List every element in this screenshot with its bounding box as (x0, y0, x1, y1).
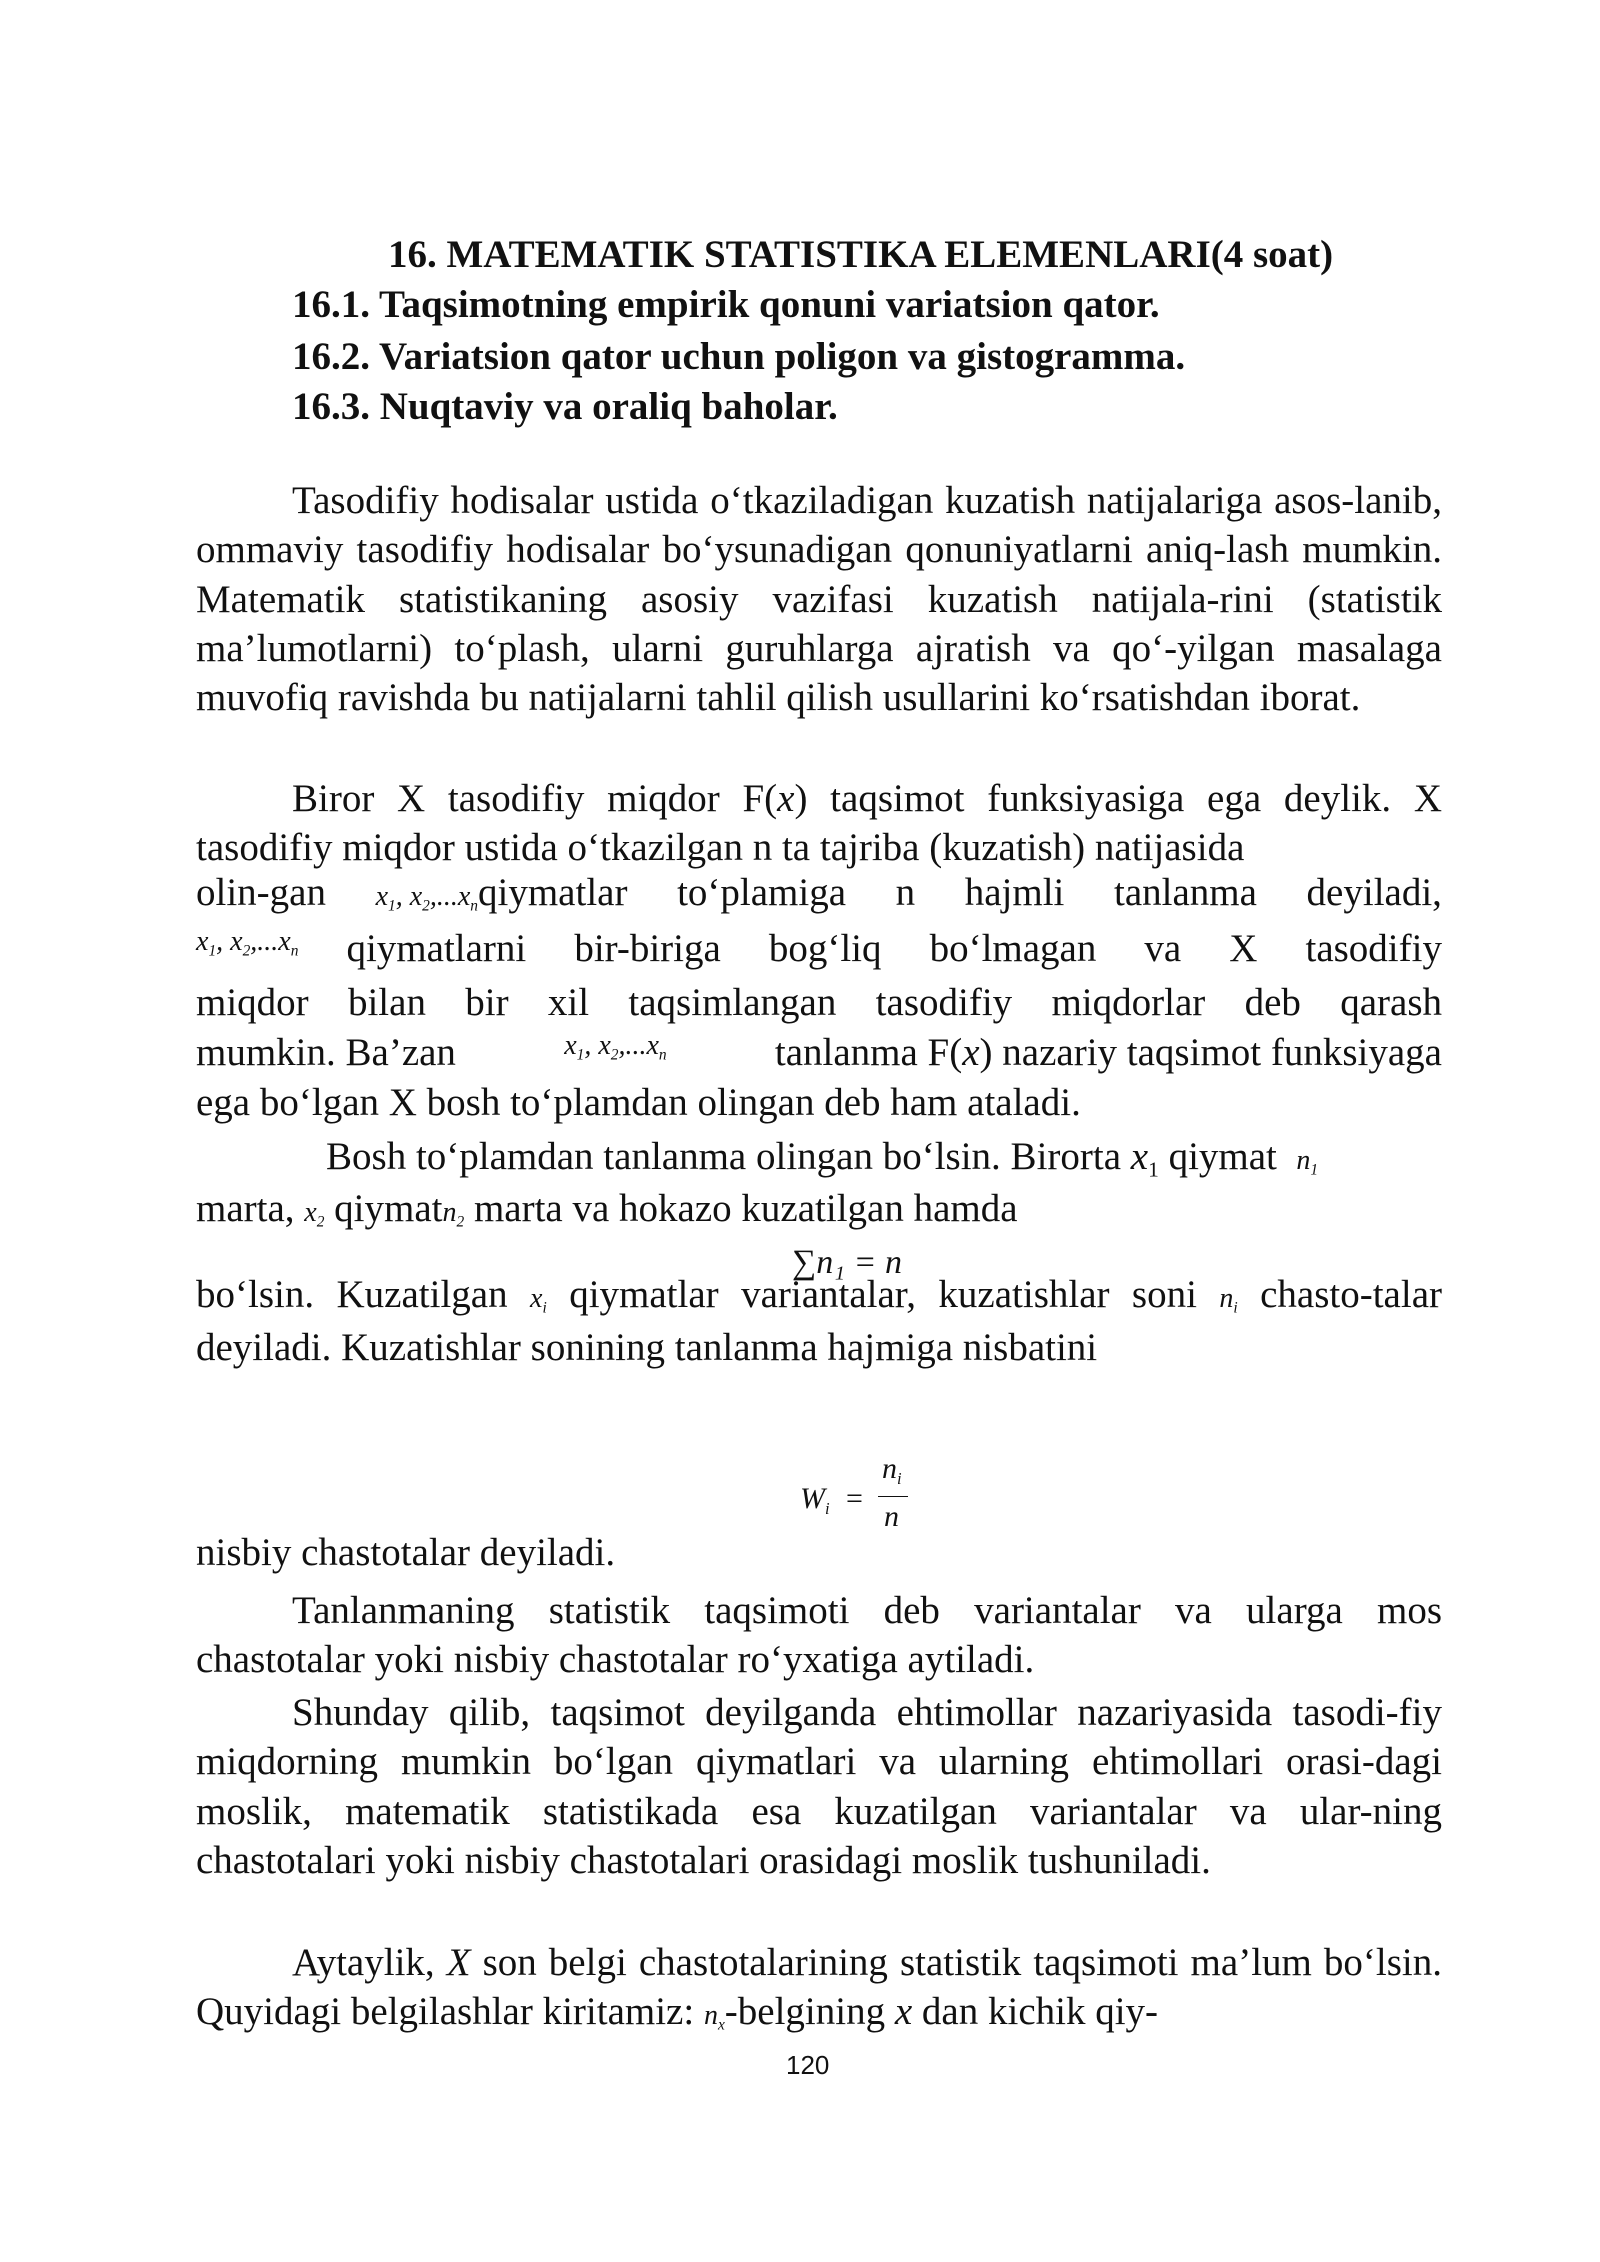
text: bo‘lsin. Kuzatilgan (196, 1273, 531, 1316)
text: Aytaylik, (292, 1941, 447, 1984)
section-heading-3: 16.3. Nuqtaviy va oraliq baholar. (292, 385, 838, 428)
word-group (775, 1030, 1442, 1075)
text: qiymat (324, 1187, 443, 1230)
word: va (1144, 927, 1182, 970)
text: marta va hokazo kuzatilgan hamda (464, 1187, 1018, 1230)
subscript: i (897, 1468, 902, 1488)
page-number: 120 (786, 2050, 830, 2080)
word: qiymatlar (478, 871, 628, 914)
var-x: x (894, 1990, 913, 2034)
paragraph-correspondence (196, 1688, 1442, 1885)
text: Tanlanmaning statistik taqsimoti deb variantalar va ularga mos chastotalar yoki nisbiy chastotalar ro‘yxatiga aytiladi. (196, 1589, 1442, 1682)
word: bog‘liq (768, 927, 882, 970)
line-same-distribution (196, 980, 1442, 1025)
var-x: x (1130, 1135, 1149, 1178)
word: ) nazariy taqsimot funksiyaga (979, 1031, 1442, 1074)
var-x-upper: X (446, 1941, 471, 1984)
line-sample-taken (326, 1134, 1319, 1182)
ni-symbol: $n_i$ (1219, 1283, 1238, 1317)
section-heading-2: 16.2. Variatsion qator uchun poligon va gistogramma. (292, 335, 1186, 378)
paragraph-intro-text: Tasodifiy hodisalar ustida o‘tkaziladigan kuzatish natijalariga asos-lanib, ommaviy tasodifiy hodisalar bo‘ysunadigan qonuniyatlarni aniq-lash mumkin. Matematik statistikaning asosiy vazifasi kuzatish natijala-rini (statistik ma’lumotlarni) to‘plash, ularni guruhlarga ajratish va qo‘-yilgan masalaga muvofiq ravishda bu natijalarni tahlil qilish usullarini ko‘rsatishdan iborat. (196, 479, 1442, 720)
numerator (882, 1452, 902, 1486)
word: to‘plamiga (677, 871, 847, 914)
xi-symbol: $x_i$ (530, 1283, 547, 1317)
x2-symbol: $x_2$ (304, 1197, 325, 1231)
text: son belgi chastotalarining statistik taqsimoti ma’lum bo‘lsin. Quyidagi belgilashlar kiritamiz: (196, 1941, 1442, 2034)
line-text: miqdor bilan bir xil taqsimlangan tasodifiy miqdorlar deb qarash (196, 981, 1442, 1024)
p2-text-c: ) taqsimot funksiyasiga ega deylik. X tasodifiy miqdor ustida o‘tkazilgan n ta tajriba (kuzatish) natijasida (196, 777, 1442, 870)
line-theoretical-distribution (196, 1030, 1442, 1075)
word: bo‘lmagan (929, 927, 1097, 970)
word: deyiladi, (1306, 871, 1442, 914)
equals-sign: = (846, 1482, 863, 1515)
word: hajmli (964, 871, 1065, 914)
word: qiymatlarni (346, 927, 527, 970)
word: tanlanma (1114, 871, 1257, 914)
text: chasto-talar deyiladi. Kuzatishlar sonining tanlanma hajmiga nisbatini (196, 1273, 1442, 1370)
line-general-population: ega bo‘lgan X bosh to‘plamdan olingan deb ham ataladi. (196, 1081, 1081, 1124)
sample-formula: $x_1$, $x_2,...x_n$ (196, 926, 299, 960)
word: olin-gan (196, 871, 326, 914)
paragraph-notation (196, 1938, 1442, 2041)
sample-formula: $x_1$, $x_2,...x_n$ (564, 1030, 667, 1064)
p2-var-x: x (777, 777, 795, 820)
line-independent-values (196, 926, 1442, 971)
denominator: n (884, 1500, 899, 1533)
word: mumkin. Ba’zan (196, 1031, 456, 1074)
text: marta, (196, 1187, 305, 1230)
nx-symbol: $n_x$ (703, 2000, 725, 2034)
n1-symbol: $n_1$ (1296, 1145, 1319, 1179)
subscript: 1 (1148, 1157, 1159, 1182)
n2-symbol: $n_2$ (442, 1197, 465, 1231)
section-heading-1: 16.1. Taqsimotning empirik qonuni variatsion qator. (292, 283, 1160, 326)
word: X (1229, 927, 1258, 970)
paragraph-variants (196, 1270, 1442, 1373)
text: Shunday qilib, taqsimot deyilganda ehtimollar nazariyasida tasodi-fiy miqdorning mumkin bo‘lgan qiymatlari va ularning ehtimollari orasi-dagi moslik, matematik statistikada esa kuzatilgan variantalar va ular-ning chastotalari yoki nisbiy chastotalari orasidagi moslik tushuniladi. (196, 1691, 1442, 1882)
word: bir-biriga (574, 927, 721, 970)
var-x: x (962, 1031, 980, 1074)
word: n (895, 871, 916, 914)
chapter-title: 16. MATEMATIK STATISTIKA ELEMENLARI(4 soat) (388, 233, 1334, 276)
line-sample-definition (196, 870, 1442, 915)
text: dan kichik qiy- (912, 1990, 1159, 2034)
formula-w (800, 1482, 830, 1516)
paragraph-statistical-distribution (196, 1586, 1442, 1685)
sample-formula: $x_1$, $x_2,...x_nqiymatlar$ (375, 871, 628, 915)
word: tasodifiy (1305, 927, 1442, 970)
paragraph-relative-frequencies: nisbiy chastotalar deyiladi. (196, 1531, 616, 1574)
text: -belgining (724, 1990, 895, 2034)
line-frequency-counts (196, 1186, 1018, 1231)
word: tanlanma F( (774, 1031, 963, 1074)
text: Bosh to‘plamdan tanlanma olingan bo‘lsin. Birorta (326, 1135, 1131, 1178)
text: qiymat (1158, 1135, 1277, 1178)
text: qiymatlar variantalar, kuzatishlar soni (546, 1273, 1220, 1316)
fraction-bar (878, 1496, 908, 1497)
paragraph-random-variable (196, 774, 1442, 873)
symbol: n (882, 1452, 897, 1485)
sum-formula: ∑n₁ = n (792, 1244, 903, 1281)
p2-text-a: Biror X tasodifiy miqdor F( (292, 777, 778, 820)
subscript: i (825, 1498, 830, 1518)
paragraph-intro (196, 476, 1442, 722)
symbol: W (800, 1482, 825, 1515)
